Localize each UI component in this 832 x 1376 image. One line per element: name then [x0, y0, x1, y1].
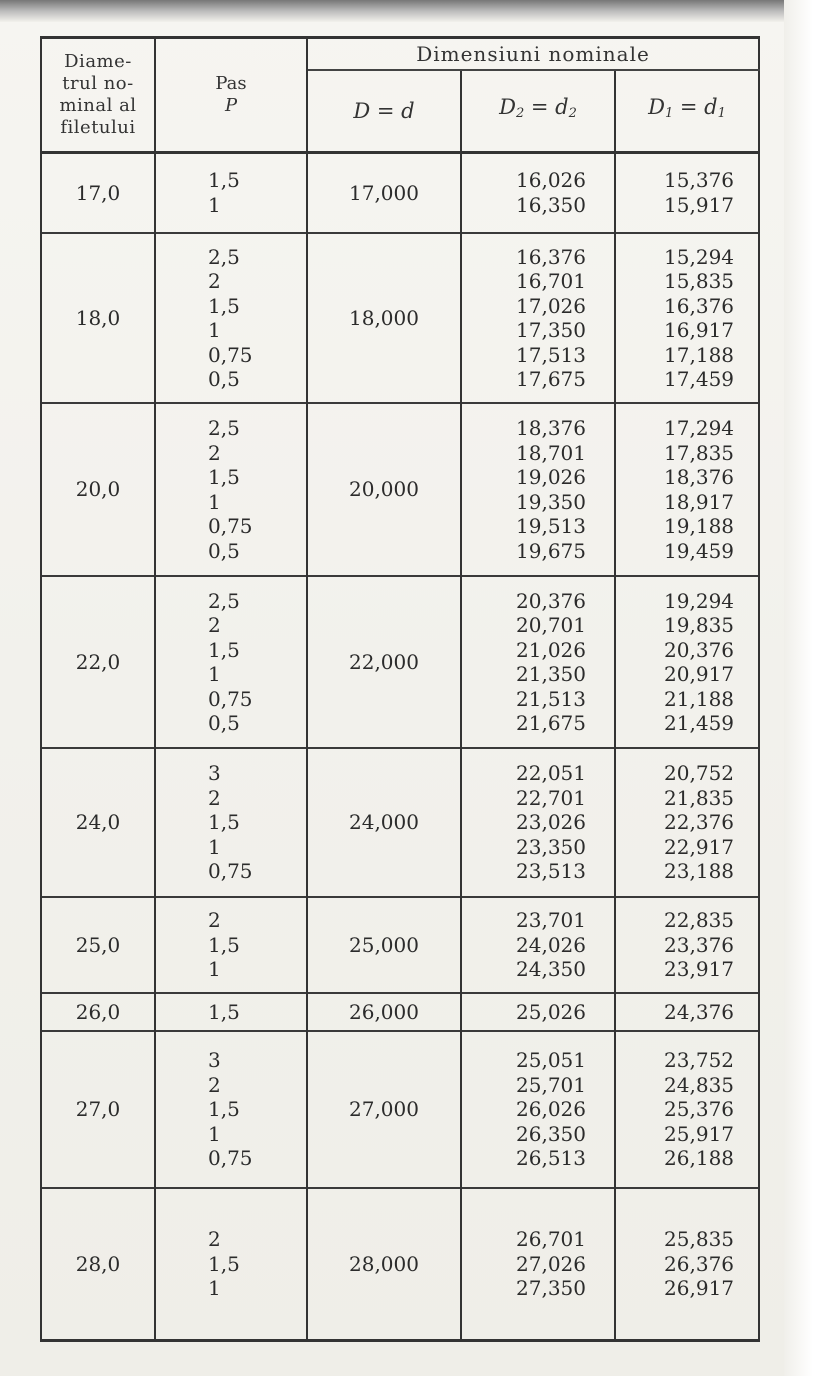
cell-D2-d2: 18,376 18,701 19,026 19,350 19,513 19,675	[461, 403, 615, 576]
table-row	[41, 233, 759, 404]
header-D1: D	[648, 95, 665, 120]
cell-D-d: 26,000	[307, 993, 461, 1031]
cell-pitch: 2,5 2 1,5 1 0,75 0,5	[155, 576, 307, 749]
cell-D2-d2: 26,701 27,026 27,350	[461, 1188, 615, 1341]
cell-D1-d1: 17,294 17,835 18,376 18,917 19,188 19,459	[615, 403, 759, 576]
table-row	[41, 1188, 759, 1341]
cell-D2-d2: 20,376 20,701 21,026 21,350 21,513 21,675	[461, 576, 615, 749]
cell-D1-d1: 15,294 15,835 16,376 16,917 17,188 17,459	[615, 233, 759, 404]
header-col-D1-d1	[615, 70, 759, 153]
cell-pitch: 1,5	[155, 993, 307, 1031]
cell-pitch: 1,5 1	[155, 153, 307, 233]
header-nominal-diameter: Diame- trul no- minal al filetului	[41, 38, 155, 153]
page-margin	[784, 0, 832, 1376]
header-nominal-dimensions: Dimensiuni nominale	[307, 38, 759, 71]
table-row	[41, 403, 759, 576]
cell-pitch: 2,5 2 1,5 1 0,75 0,5	[155, 403, 307, 576]
thread-dimensions-table	[40, 36, 760, 1342]
cell-D1-d1: 24,376	[615, 993, 759, 1031]
cell-D2-d2: 23,701 24,026 24,350	[461, 897, 615, 993]
scan-shadow	[0, 0, 832, 22]
cell-nominal-diameter: 24,0	[41, 748, 155, 897]
header-d2: d	[555, 95, 569, 120]
cell-D2-d2: 22,051 22,701 23,026 23,350 23,513	[461, 748, 615, 897]
table-row	[41, 576, 759, 749]
header-col-D-d	[307, 70, 461, 153]
cell-D1-d1: 22,835 23,376 23,917	[615, 897, 759, 993]
header-eq: =	[370, 98, 402, 123]
cell-D1-d1: 19,294 19,835 20,376 20,917 21,188 21,459	[615, 576, 759, 749]
header-d2-sub: 2	[568, 106, 577, 122]
cell-D-d: 20,000	[307, 403, 461, 576]
header-D2-sub: 2	[515, 106, 525, 122]
header-d: d	[401, 98, 415, 123]
cell-D-d: 27,000	[307, 1031, 461, 1188]
cell-D-d: 28,000	[307, 1188, 461, 1341]
cell-D-d: 22,000	[307, 576, 461, 749]
cell-D2-d2: 16,376 16,701 17,026 17,350 17,513 17,675	[461, 233, 615, 404]
header-col-D2-d2	[461, 70, 615, 153]
cell-D1-d1: 23,752 24,835 25,376 25,917 26,188	[615, 1031, 759, 1188]
cell-nominal-diameter: 28,0	[41, 1188, 155, 1341]
header-pitch	[155, 38, 307, 153]
cell-D1-d1: 25,835 26,376 26,917	[615, 1188, 759, 1341]
cell-D-d: 18,000	[307, 233, 461, 404]
cell-D1-d1: 20,752 21,835 22,376 22,917 23,188	[615, 748, 759, 897]
table-row	[41, 1031, 759, 1188]
cell-D2-d2: 16,026 16,350	[461, 153, 615, 233]
table-row	[41, 153, 759, 233]
cell-D2-d2: 25,026	[461, 993, 615, 1031]
cell-nominal-diameter: 22,0	[41, 576, 155, 749]
cell-nominal-diameter: 18,0	[41, 233, 155, 404]
cell-nominal-diameter: 17,0	[41, 153, 155, 233]
cell-nominal-diameter: 26,0	[41, 993, 155, 1031]
cell-D-d: 25,000	[307, 897, 461, 993]
header-D: D	[353, 98, 371, 123]
header-pitch-label: Pas	[215, 73, 247, 94]
table-row	[41, 897, 759, 993]
cell-D-d: 24,000	[307, 748, 461, 897]
cell-nominal-diameter: 20,0	[41, 403, 155, 576]
cell-pitch: 3 2 1,5 1 0,75	[155, 748, 307, 897]
cell-pitch: 2 1,5 1	[155, 1188, 307, 1341]
table-row	[41, 748, 759, 897]
cell-D-d: 17,000	[307, 153, 461, 233]
cell-D2-d2: 25,051 25,701 26,026 26,350 26,513	[461, 1031, 615, 1188]
header-eq: =	[524, 95, 556, 120]
header-d1-sub: 1	[717, 106, 726, 122]
cell-pitch: 3 2 1,5 1 0,75	[155, 1031, 307, 1188]
cell-pitch: 2 1,5 1	[155, 897, 307, 993]
cell-nominal-diameter: 27,0	[41, 1031, 155, 1188]
header-d1: d	[704, 95, 718, 120]
table-row	[41, 993, 759, 1031]
header-D2: D	[499, 95, 516, 120]
header-eq: =	[673, 95, 705, 120]
header-pitch-symbol: P	[224, 95, 238, 116]
cell-D1-d1: 15,376 15,917	[615, 153, 759, 233]
cell-nominal-diameter: 25,0	[41, 897, 155, 993]
table-body	[41, 153, 759, 1341]
cell-pitch: 2,5 2 1,5 1 0,75 0,5	[155, 233, 307, 404]
header-D1-sub: 1	[664, 106, 674, 122]
